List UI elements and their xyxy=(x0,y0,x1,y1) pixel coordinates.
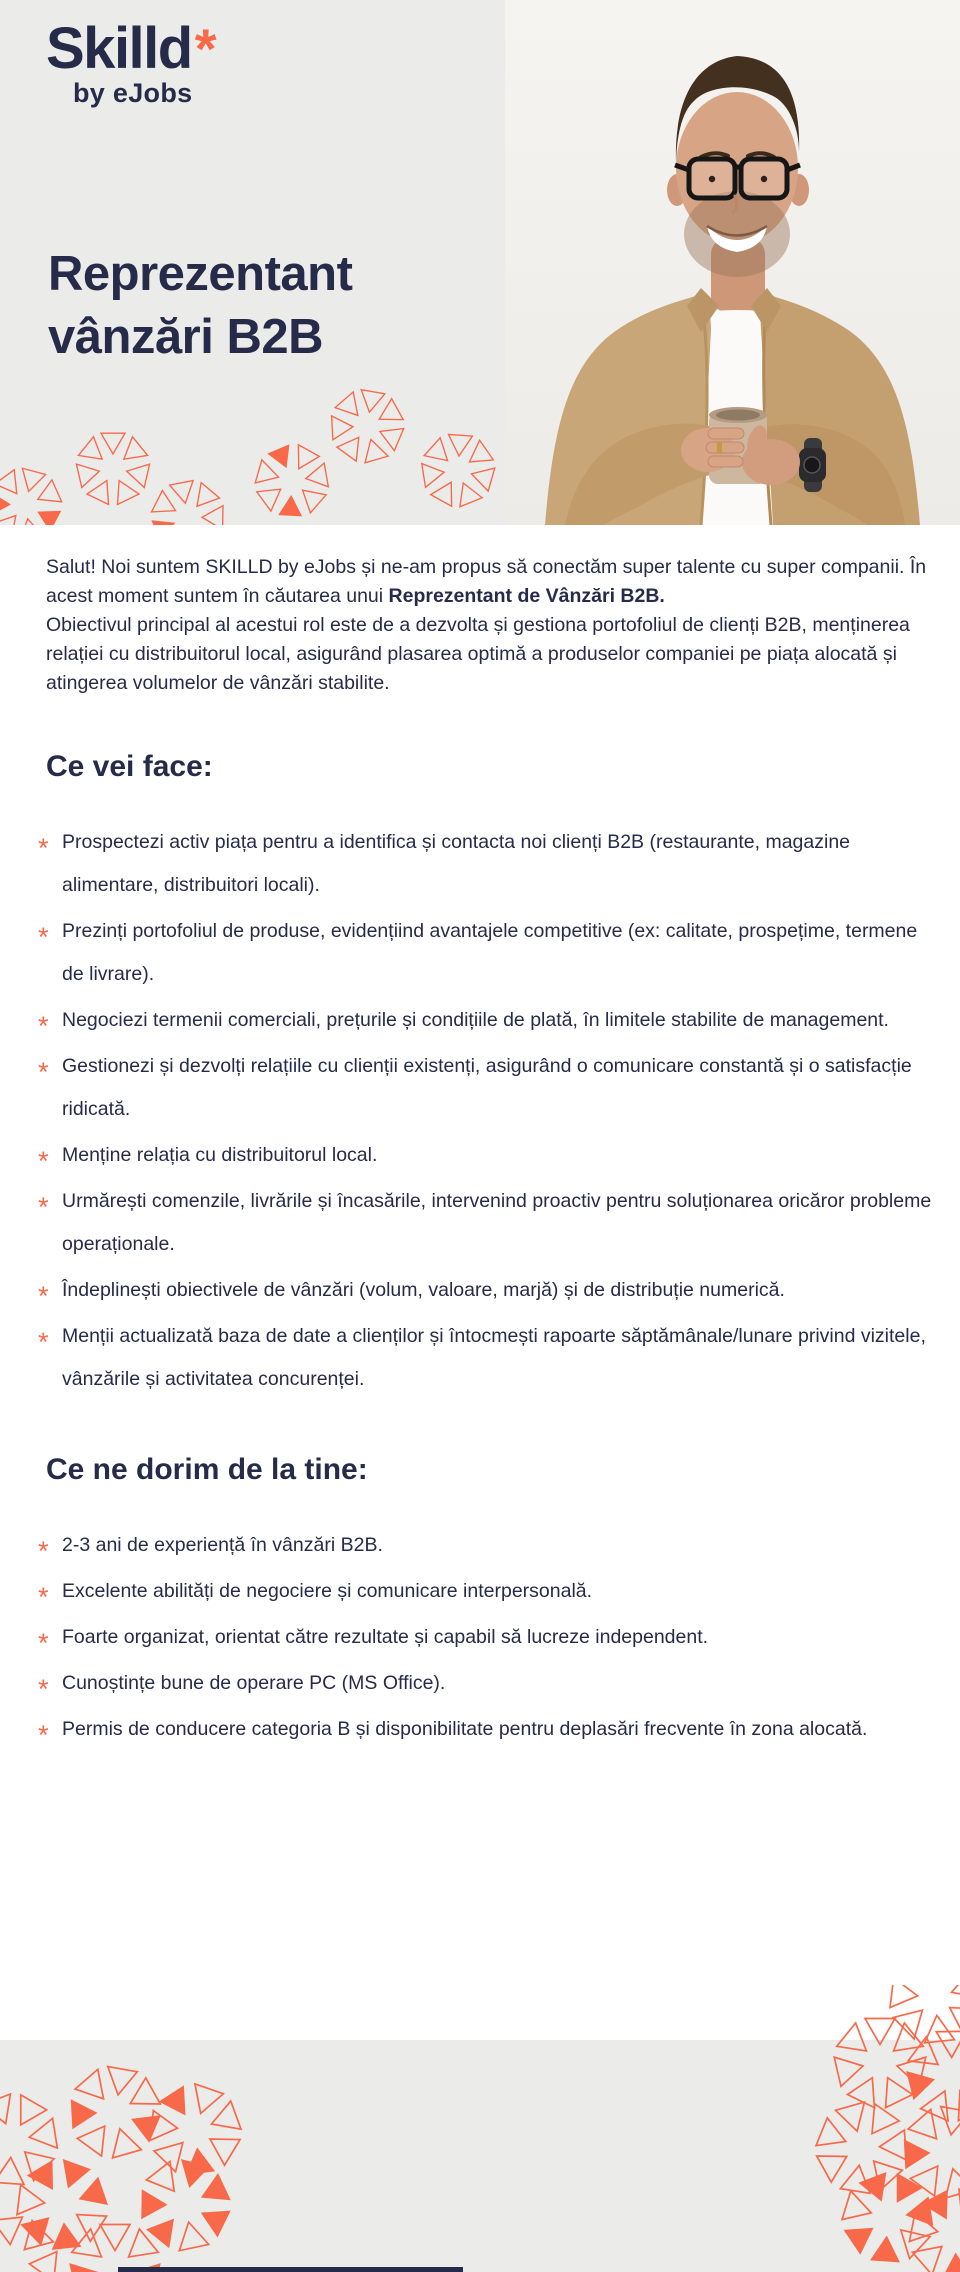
list-item xyxy=(38,1708,940,1751)
list-item-text: Menții actualizată baza de date a clienților și întocmești rapoarte săptămânale/lunare privind vizitele, vânzările și activitatea concurenței. xyxy=(62,1325,926,1390)
list-item xyxy=(38,910,940,996)
asterisk-bullet-icon: * xyxy=(38,1192,49,1222)
list-item-text: Negociezi termenii comerciali, prețurile și condițiile de plată, în limitele stabilite de management. xyxy=(62,1009,889,1031)
list-item-text: Foarte organizat, orientat către rezultate și capabil să lucreze independent. xyxy=(62,1626,709,1648)
list-item-text: Menține relația cu distribuitorul local. xyxy=(62,1144,378,1166)
asterisk-bullet-icon: * xyxy=(38,1582,49,1612)
asterisk-bullet-icon: * xyxy=(38,1720,49,1750)
triangle-pinwheel-decoration-header xyxy=(0,383,510,525)
asterisk-bullet-icon: * xyxy=(38,1536,49,1566)
list-item-text: Urmărești comenzile, livrările și încasările, intervenind proactiv pentru soluționarea oricăror probleme operaționale. xyxy=(62,1190,932,1255)
bottom-navy-bar xyxy=(118,2267,463,2272)
list-item-text: Cunoștințe bune de operare PC (MS Office). xyxy=(62,1672,446,1694)
triangle-pinwheel-decoration-bottom-right xyxy=(810,1985,960,2272)
asterisk-bullet-icon: * xyxy=(38,1057,49,1087)
intro-paragraph-2: Obiectivul principal al acestui rol este de a dezvolta și gestiona portofoliul de clienți B2B, menținerea relației cu distribuitorul local, asigurând plasarea optimă a produselor companiei pe piața alocată și atingerea volumelor de vânzări stabilite. xyxy=(46,614,910,694)
asterisk-bullet-icon: * xyxy=(38,922,49,952)
asterisk-bullet-icon: * xyxy=(38,1146,49,1176)
skilld-logo xyxy=(46,16,216,109)
logo-asterisk-icon: * xyxy=(194,17,216,80)
asterisk-bullet-icon: * xyxy=(38,1674,49,1704)
list-item-text: Prezinți portofoliul de produse, evidențiind avantajele competitive (ex: calitate, prospețime, termene de livrare). xyxy=(62,920,918,985)
list-item xyxy=(38,999,940,1042)
list-item-text: Excelente abilități de negociere și comunicare interpersonală. xyxy=(62,1580,593,1602)
asterisk-bullet-icon: * xyxy=(38,1327,49,1357)
asterisk-bullet-icon: * xyxy=(38,833,49,863)
list-item xyxy=(38,1524,940,1567)
list-item xyxy=(38,1180,940,1266)
intro-role-highlight: Reprezentant de Vânzări B2B. xyxy=(388,585,665,607)
job-description xyxy=(0,525,960,2040)
list-item xyxy=(38,1616,940,1659)
intro-paragraph-1 xyxy=(46,553,940,611)
asterisk-bullet-icon: * xyxy=(38,1011,49,1041)
asterisk-bullet-icon: * xyxy=(38,1628,49,1658)
list-item xyxy=(38,1269,940,1312)
logo-text: Skilld xyxy=(46,16,192,81)
list-item-text: Gestionezi și dezvolți relațiile cu clienții existenți, asigurând o comunicare constantă și o satisfacție ridicată. xyxy=(62,1055,912,1120)
list-item xyxy=(38,1045,940,1131)
list-item-text: 2-3 ani de experiență în vânzări B2B. xyxy=(62,1534,383,1556)
list-item xyxy=(38,1662,940,1705)
job-title-line2: vânzări B2B xyxy=(48,310,324,364)
intro-text: Salut! Noi suntem SKILLD by eJobs și ne-am propus să conectăm super talente cu super companii. În acest moment suntem în căutarea unui xyxy=(46,556,927,607)
job-title xyxy=(48,243,352,369)
section-heading-requirements: Ce ne dorim de la tine: xyxy=(46,1453,368,1486)
hero-header xyxy=(0,0,960,525)
logo-byline: by eJobs xyxy=(73,78,193,108)
list-item xyxy=(38,1315,940,1401)
requirements-list xyxy=(38,1524,940,1751)
candidate-photo xyxy=(505,0,960,525)
list-item-text: Prospectezi activ piața pentru a identifica și contacta noi clienți B2B (restaurante, magazine alimentare, distribuitori locali). xyxy=(62,831,851,896)
asterisk-bullet-icon: * xyxy=(38,1281,49,1311)
list-item-text: Permis de conducere categoria B și disponibilitate pentru deplasări frecvente în zona alocată. xyxy=(62,1718,868,1740)
section-heading-responsibilities: Ce vei face: xyxy=(46,750,213,783)
list-item xyxy=(38,1570,940,1613)
logo-wordmark xyxy=(46,16,216,81)
job-title-line1: Reprezentant xyxy=(48,247,353,301)
list-item xyxy=(38,1134,940,1177)
list-item-text: Îndeplinești obiectivele de vânzări (volum, valoare, marjă) și de distribuție numerică. xyxy=(62,1279,785,1301)
list-item xyxy=(38,821,940,907)
triangle-pinwheel-decoration-bottom-left xyxy=(0,2030,262,2272)
responsibilities-list xyxy=(38,821,940,1401)
